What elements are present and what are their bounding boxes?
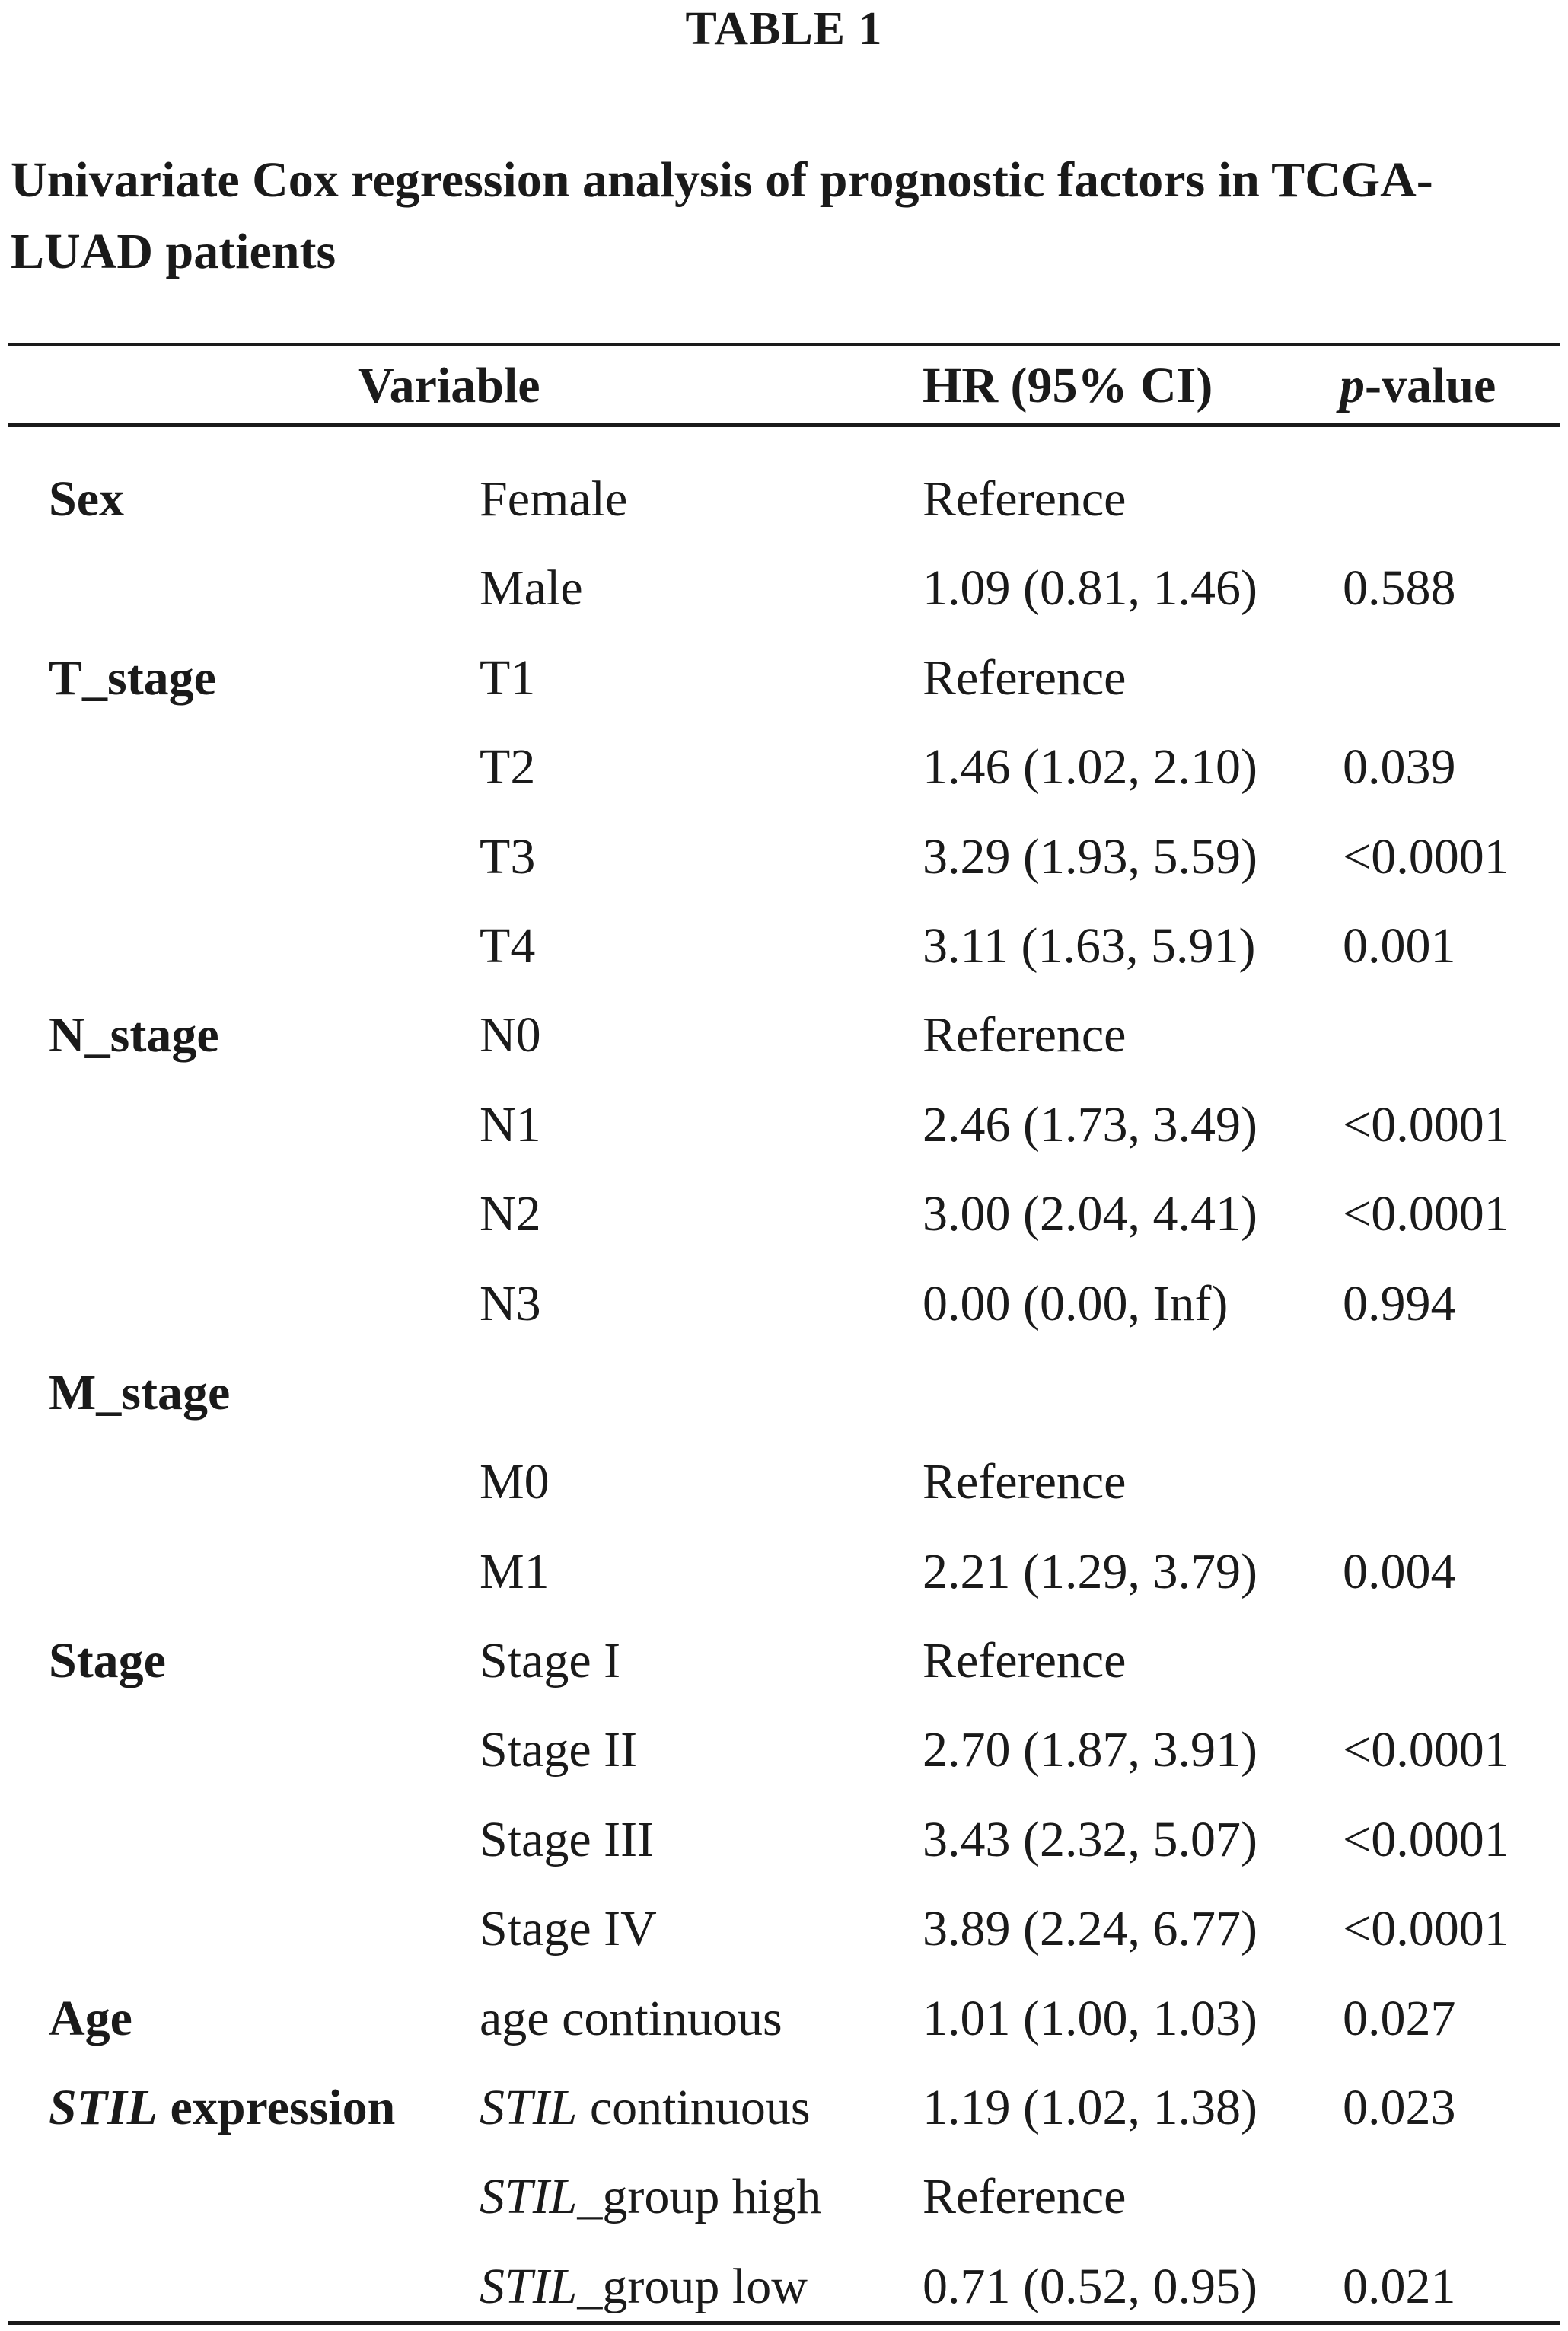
table-row: [0, 1527, 1568, 1616]
level-cell-text: _group high: [577, 2169, 822, 2225]
hr-ci-cell: [923, 1616, 1126, 1705]
hr-ci-cell: [923, 2063, 1257, 2152]
variable-cell: [49, 1974, 132, 2063]
hr-ci-cell-text: 2.46 (1.73, 3.49): [923, 1096, 1257, 1153]
p-value-cell-text: 0.004: [1343, 1543, 1456, 1599]
bottom-rule: [8, 2321, 1560, 2325]
hr-ci-cell: [923, 1169, 1257, 1258]
level-cell: [480, 1616, 620, 1705]
table-row: [0, 2063, 1568, 2152]
hr-ci-cell-text: Reference: [923, 1633, 1127, 1689]
level-cell: [480, 544, 583, 633]
table-row: [0, 1080, 1568, 1169]
level-cell: [480, 633, 535, 722]
level-cell-text: Stage II: [480, 1722, 638, 1778]
p-value-cell: [1343, 1884, 1509, 1973]
table-row: [0, 2152, 1568, 2241]
hr-ci-cell-text: 1.46 (1.02, 2.10): [923, 739, 1257, 796]
table-row: [0, 1259, 1568, 1348]
level-cell-text: Female: [480, 471, 628, 527]
variable-cell: [49, 1348, 230, 1437]
variable-cell-text: Age: [49, 1990, 132, 2046]
p-value-cell: [1343, 1259, 1456, 1348]
variable-cell-text: expression: [158, 2080, 396, 2136]
level-cell: [480, 2152, 821, 2241]
hr-ci-cell-text: 1.01 (1.00, 1.03): [923, 1990, 1257, 2046]
hr-ci-cell-text: 3.11 (1.63, 5.91): [923, 917, 1256, 974]
level-cell: [480, 1974, 782, 2063]
hr-ci-cell: [923, 812, 1257, 901]
variable-cell-text: N_stage: [49, 1007, 219, 1063]
variable-cell-text: T_stage: [49, 649, 216, 706]
table-row: [0, 1348, 1568, 1437]
table-row: [0, 1705, 1568, 1794]
p-value-cell-text: 0.027: [1343, 1990, 1456, 2046]
level-cell-text: T1: [480, 649, 536, 706]
level-cell-text: N3: [480, 1275, 541, 1331]
header-hr-ci: HR (95% CI): [923, 358, 1213, 413]
table-row: [0, 633, 1568, 722]
hr-ci-cell-text: 3.29 (1.93, 5.59): [923, 828, 1257, 885]
hr-ci-cell: [923, 544, 1257, 633]
header-p-italic: p: [1340, 358, 1365, 413]
hr-ci-cell: [923, 990, 1126, 1079]
variable-cell: [49, 633, 216, 722]
p-value-cell-text: 0.023: [1343, 2080, 1456, 2136]
p-value-cell: [1343, 1169, 1509, 1258]
level-cell: [480, 1705, 637, 1794]
hr-ci-cell: [923, 1527, 1257, 1616]
level-cell-text: T2: [480, 739, 536, 796]
p-value-cell-text: 0.994: [1343, 1275, 1456, 1331]
p-value-cell: [1343, 1795, 1509, 1884]
p-value-cell: [1343, 544, 1456, 633]
variable-cell-text: M_stage: [49, 1364, 231, 1421]
p-value-cell: [1343, 1080, 1509, 1169]
table-row: [0, 1437, 1568, 1526]
table-row: [0, 454, 1568, 544]
table-row: [0, 2242, 1568, 2331]
variable-cell: [49, 2063, 395, 2152]
p-value-cell-text: <0.0001: [1343, 1811, 1509, 1867]
p-value-cell: [1343, 722, 1456, 812]
level-cell-text: N0: [480, 1007, 541, 1063]
header-variable: Variable: [358, 358, 540, 413]
table-row: [0, 722, 1568, 812]
level-cell-text: continuous: [577, 2080, 811, 2136]
hr-ci-cell-text: 0.00 (0.00, Inf): [923, 1275, 1229, 1331]
p-value-cell-text: <0.0001: [1343, 1186, 1509, 1242]
level-cell: [480, 1795, 654, 1884]
hr-ci-cell-text: Reference: [923, 471, 1127, 527]
hr-ci-cell: [923, 454, 1126, 544]
hr-ci-cell: [923, 2242, 1257, 2331]
hr-ci-cell: [923, 1795, 1257, 1884]
level-cell-text: N1: [480, 1096, 541, 1153]
variable-cell-text: Sex: [49, 471, 124, 527]
level-cell: [480, 812, 535, 901]
level-cell: [480, 1169, 541, 1258]
variable-cell-text: Stage: [49, 1633, 166, 1689]
table-row: [0, 1974, 1568, 2063]
level-cell: [480, 1437, 550, 1526]
level-cell-italic: STIL: [480, 2080, 578, 2136]
level-cell: [480, 722, 535, 812]
hr-ci-cell: [923, 1884, 1257, 1973]
level-cell-italic: STIL: [480, 2169, 578, 2225]
hr-ci-cell: [923, 1259, 1228, 1348]
level-cell-text: N2: [480, 1186, 541, 1242]
level-cell: [480, 1884, 657, 1973]
hr-ci-cell-text: 3.43 (2.32, 5.07): [923, 1811, 1257, 1867]
hr-ci-cell-text: Reference: [923, 649, 1127, 706]
hr-ci-cell-text: Reference: [923, 1454, 1127, 1510]
hr-ci-cell-text: 0.71 (0.52, 0.95): [923, 2258, 1257, 2314]
level-cell-text: M1: [480, 1543, 550, 1599]
hr-ci-cell: [923, 1080, 1257, 1169]
level-cell: [480, 1080, 541, 1169]
table-caption: Univariate Cox regression analysis of prognostic factors in TCGA-LUAD patients: [11, 152, 1433, 279]
p-value-cell: [1343, 1527, 1456, 1616]
level-cell: [480, 2242, 808, 2331]
hr-ci-cell: [923, 2152, 1126, 2241]
level-cell-text: M0: [480, 1454, 550, 1510]
variable-cell: [49, 1616, 166, 1705]
hr-ci-cell-text: 3.89 (2.24, 6.77): [923, 1901, 1257, 1957]
variable-cell: [49, 454, 124, 544]
hr-ci-cell-text: 1.09 (0.81, 1.46): [923, 560, 1257, 617]
p-value-cell: [1343, 1705, 1509, 1794]
hr-ci-cell-text: 2.21 (1.29, 3.79): [923, 1543, 1257, 1599]
p-value-cell-text: <0.0001: [1343, 828, 1509, 885]
header-p-rest: -value: [1365, 358, 1496, 413]
hr-ci-cell-text: 2.70 (1.87, 3.91): [923, 1722, 1257, 1778]
level-cell-text: Stage I: [480, 1633, 621, 1689]
level-cell-text: T4: [480, 917, 536, 974]
level-cell-text: Male: [480, 560, 583, 617]
level-cell: [480, 901, 535, 990]
p-value-cell-text: <0.0001: [1343, 1901, 1509, 1957]
hr-ci-cell-text: 3.00 (2.04, 4.41): [923, 1186, 1257, 1242]
table-row: [0, 1884, 1568, 1973]
level-cell: [480, 990, 541, 1079]
hr-ci-cell-text: Reference: [923, 1007, 1127, 1063]
p-value-cell-text: <0.0001: [1343, 1096, 1509, 1153]
table-body: [0, 454, 1568, 2331]
hr-ci-cell: [923, 633, 1126, 722]
variable-cell-italic: STIL: [49, 2080, 158, 2136]
level-cell: [480, 454, 627, 544]
table-row: [0, 1616, 1568, 1705]
hr-ci-cell-text: 1.19 (1.02, 1.38): [923, 2080, 1257, 2136]
p-value-cell: [1343, 2063, 1456, 2152]
table-label: TABLE 1: [685, 3, 883, 55]
header-p-value: [1340, 350, 1496, 422]
table-row: [0, 812, 1568, 901]
p-value-cell-text: 0.001: [1343, 917, 1456, 974]
level-cell-text: Stage III: [480, 1811, 655, 1867]
hr-ci-cell: [923, 1705, 1257, 1794]
hr-ci-cell-text: Reference: [923, 2169, 1127, 2225]
level-cell-italic: STIL: [480, 2258, 578, 2314]
hr-ci-cell: [923, 1437, 1126, 1526]
header-rule: [8, 423, 1560, 427]
table-row: [0, 1169, 1568, 1258]
level-cell: [480, 2063, 811, 2152]
level-cell-text: _group low: [577, 2258, 808, 2314]
p-value-cell: [1343, 2242, 1456, 2331]
level-cell-text: Stage IV: [480, 1901, 657, 1957]
level-cell-text: T3: [480, 828, 536, 885]
p-value-cell: [1343, 1974, 1456, 2063]
level-cell-text: age continuous: [480, 1990, 782, 2046]
table-row: [0, 544, 1568, 633]
p-value-cell-text: <0.0001: [1343, 1722, 1509, 1778]
hr-ci-cell: [923, 1974, 1257, 2063]
p-value-cell-text: 0.039: [1343, 739, 1456, 796]
table-header-row: [0, 350, 1568, 422]
table-row: [0, 990, 1568, 1079]
p-value-cell: [1343, 901, 1456, 990]
p-value-cell: [1343, 812, 1509, 901]
p-value-cell-text: 0.588: [1343, 560, 1456, 617]
table-row: [0, 1795, 1568, 1884]
p-value-cell-text: 0.021: [1343, 2258, 1456, 2314]
level-cell: [480, 1259, 541, 1348]
table-row: [0, 901, 1568, 990]
variable-cell: [49, 990, 219, 1079]
hr-ci-cell: [923, 901, 1256, 990]
top-rule: [8, 343, 1560, 346]
level-cell: [480, 1527, 550, 1616]
hr-ci-cell: [923, 722, 1257, 812]
